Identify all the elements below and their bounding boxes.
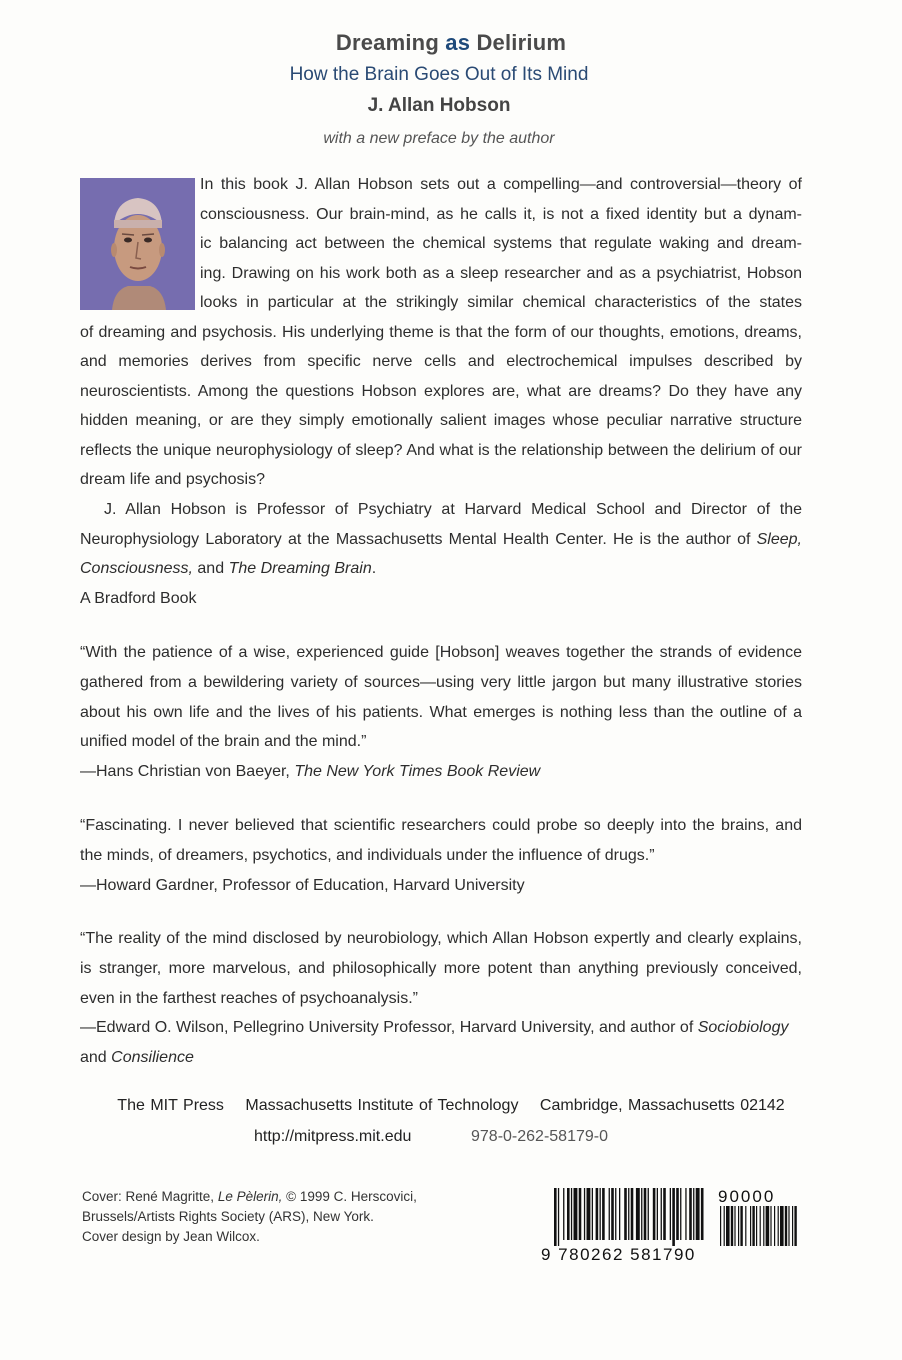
publisher-name: The MIT Press (117, 1097, 224, 1114)
barcode-bar (636, 1188, 640, 1240)
attribution-name: —Edward O. Wilson, Pellegrino University Professor, Harvard University, and author of (80, 1019, 694, 1037)
barcode-bar (624, 1188, 627, 1240)
barcode-addon-bar (766, 1206, 770, 1246)
barcode-bar (592, 1188, 593, 1240)
barcode-addon-bar (792, 1206, 793, 1246)
conjunction: and (80, 1049, 107, 1067)
barcode-bar (628, 1188, 629, 1240)
barcode-bar (663, 1188, 666, 1240)
barcode-addon-bar (745, 1206, 746, 1246)
book-title-sleep: Sleep, Consciousness, (80, 530, 802, 577)
barcode-bar (693, 1188, 694, 1240)
attribution-name: —Hans Christian von Baeyer, (80, 763, 290, 781)
barcode-bar (672, 1188, 675, 1246)
review-quote (80, 924, 802, 1073)
quote-attribution: —Howard Gardner, Professor of Education, Harvard University (80, 876, 525, 894)
barcode-bar (611, 1188, 614, 1240)
author-bio (80, 495, 802, 584)
barcode-addon-digits: 90000 (718, 1187, 776, 1206)
barcode-addon-bar (788, 1206, 789, 1246)
barcode-addon-bar (774, 1206, 775, 1246)
credit-line: Cover design by Jean Wilcox. (82, 1229, 260, 1244)
barcode-bar (644, 1188, 647, 1240)
barcode-bars-main (554, 1188, 704, 1246)
barcode-bar (574, 1188, 578, 1240)
description-line: ing. Drawing on his work both as a sleep researcher and as a psychiatrist, Hobson (200, 264, 802, 282)
barcode-bar (571, 1188, 572, 1240)
publisher-address: Cambridge, Massachusetts 02142 (539, 1097, 785, 1114)
barcode-bar (657, 1188, 658, 1240)
title-word: Delirium (476, 30, 567, 55)
barcode-bar (579, 1188, 582, 1240)
publisher-line (0, 1097, 902, 1115)
barcode-bar (685, 1188, 686, 1240)
quote-attribution (80, 1013, 802, 1073)
description-line: ic balancing act between the chemical systems that regulate waking and dream- (200, 235, 802, 252)
barcode-bars-addon (720, 1206, 797, 1246)
description-line: consciousness. Our brain-mind, as he calls it, is not a fixed identity but a dynam- (200, 205, 802, 223)
book-subtitle: How the Brain Goes Out of Its Mind (289, 64, 589, 85)
title-word: as (445, 30, 471, 55)
barcode-addon-bar (740, 1206, 742, 1246)
quote-text: “Fascinating. I never believed that scientific researchers could probe so deeply into the brains, and the minds, of dreamers, psychotics, and individuals under the influence of drugs.” (80, 817, 802, 864)
barcode-addon-bar (726, 1206, 730, 1246)
barcode-addon-bar (794, 1206, 796, 1246)
barcode-addon-bar (720, 1206, 721, 1246)
barcode-addon-bar (731, 1206, 733, 1246)
attribution-source: Consilience (111, 1049, 194, 1067)
barcode-bar (689, 1188, 692, 1240)
barcode-bar (587, 1188, 591, 1240)
barcode-digits: 9 780262 581790 (541, 1245, 696, 1262)
barcode-addon-bar (780, 1206, 784, 1246)
barcode-bar (680, 1188, 681, 1240)
book-description (80, 170, 802, 495)
credit-line: Brussels/Artists Rights Society (ARS), New York. (82, 1209, 374, 1224)
quote-text: “The reality of the mind disclosed by neurobiology, which Allan Hobson expertly and clearly explains, is stranger, more marvelous, and philosophically more potent than anything previously conceived, even in the farthest reaches of psychoanalysis.” (80, 930, 802, 1007)
title-word: Dreaming (335, 30, 439, 55)
barcode-bar (631, 1188, 634, 1240)
publisher-institute: Massachusetts Institute of Technology (245, 1097, 519, 1114)
description-line: looks in particular at the strikingly similar chemical characteristics of the states (200, 294, 802, 311)
quote-text: “With the patience of a wise, experienced guide [Hobson] weaves together the strands of evidence gathered from a bewildering variety of sources—using very little jargon but many illustrative stories about his own life and the lives of his patients. What emerges is nothing less than the outline of a unified model of the brain and the mind.” (80, 644, 802, 751)
credit-line (82, 1187, 482, 1207)
barcode-bar (602, 1188, 605, 1240)
barcode-bar (701, 1188, 704, 1240)
barcode-bar (696, 1188, 700, 1240)
barcode-bar (596, 1188, 599, 1240)
preface-note: with a new preface by the author (323, 130, 555, 147)
author-bio-text: J. Allan Hobson is Professor of Psychiatry at Harvard Medical School and Director of the Neurophysiology Laboratory at the Massachusetts Mental Health Center. He is the author of (80, 501, 802, 548)
barcode-bar (600, 1188, 601, 1240)
cover-credits (82, 1187, 482, 1247)
description-rest: of dreaming and psychosis. His underlying theme is that the form of our thoughts, emotions, dreams, and memories derives from specific nerve cells and electrochemical impulses described by neuroscientists. Among the questions Hobson explores are, what are dreams? Do they have any hidden meaning, or are they simply emotionally salient images whose peculiar narrative structure reflects the unique neurophysiology of sleep? And what is the relationship between the delirium of our dream life and psychosis? (80, 323, 802, 488)
attribution-source: Sociobiology (697, 1019, 789, 1037)
isbn-number: 978-0-262-58179-0 (471, 1128, 608, 1145)
barcode-bar (619, 1188, 620, 1240)
barcode-bar (554, 1188, 557, 1246)
barcode-addon-bar (752, 1206, 754, 1246)
review-quote (80, 638, 802, 787)
credit-text: © 1999 C. Herscovici, (286, 1189, 417, 1204)
book-author: J. Allan Hobson (367, 95, 511, 116)
barcode-addon-bar (734, 1206, 735, 1246)
book-title (0, 30, 902, 56)
barcode-addon-bar (760, 1206, 761, 1246)
painting-title: Le Pèlerin, (217, 1189, 283, 1204)
barcode-bar (676, 1188, 679, 1240)
barcode-bar (609, 1188, 610, 1240)
barcode-addon-bar (750, 1206, 751, 1246)
barcode-bar (670, 1188, 671, 1240)
barcode-bar (653, 1188, 656, 1240)
barcode-addon-bar (778, 1206, 779, 1246)
barcode-bar (584, 1188, 585, 1240)
barcode-bar (615, 1188, 616, 1240)
barcode-addon-bar (770, 1206, 771, 1246)
barcode-addon-bar (756, 1206, 757, 1246)
book-title-dreaming-brain: The Dreaming Brain (228, 560, 372, 577)
isbn-barcode (540, 1186, 800, 1262)
credit-text: Cover: René Magritte, (82, 1189, 215, 1204)
publisher-url[interactable]: http://mitpress.mit.edu (254, 1128, 412, 1145)
barcode-bar (567, 1188, 570, 1240)
barcode-addon-bar (724, 1206, 725, 1246)
barcode-bar (661, 1188, 662, 1240)
period: . (371, 560, 377, 577)
barcode-addon-bar (738, 1206, 739, 1246)
review-quote (80, 811, 802, 900)
attribution-source: The New York Times Book Review (294, 763, 541, 781)
description-wrapped-lines (200, 170, 802, 318)
barcode-bar (648, 1188, 649, 1240)
imprint-label: A Bradford Book (80, 590, 197, 607)
author-bio-paragraph (80, 495, 802, 584)
quote-attribution (80, 757, 802, 787)
barcode-addon-bar (763, 1206, 764, 1246)
description-line: In this book J. Allan Hobson sets out a compelling—and controversial—theory of (200, 176, 802, 193)
barcode-addon-bar (785, 1206, 787, 1246)
barcode-bar (641, 1188, 642, 1240)
conjunction: and (197, 560, 225, 577)
barcode-bar (563, 1188, 564, 1240)
barcode-bar (558, 1188, 559, 1246)
